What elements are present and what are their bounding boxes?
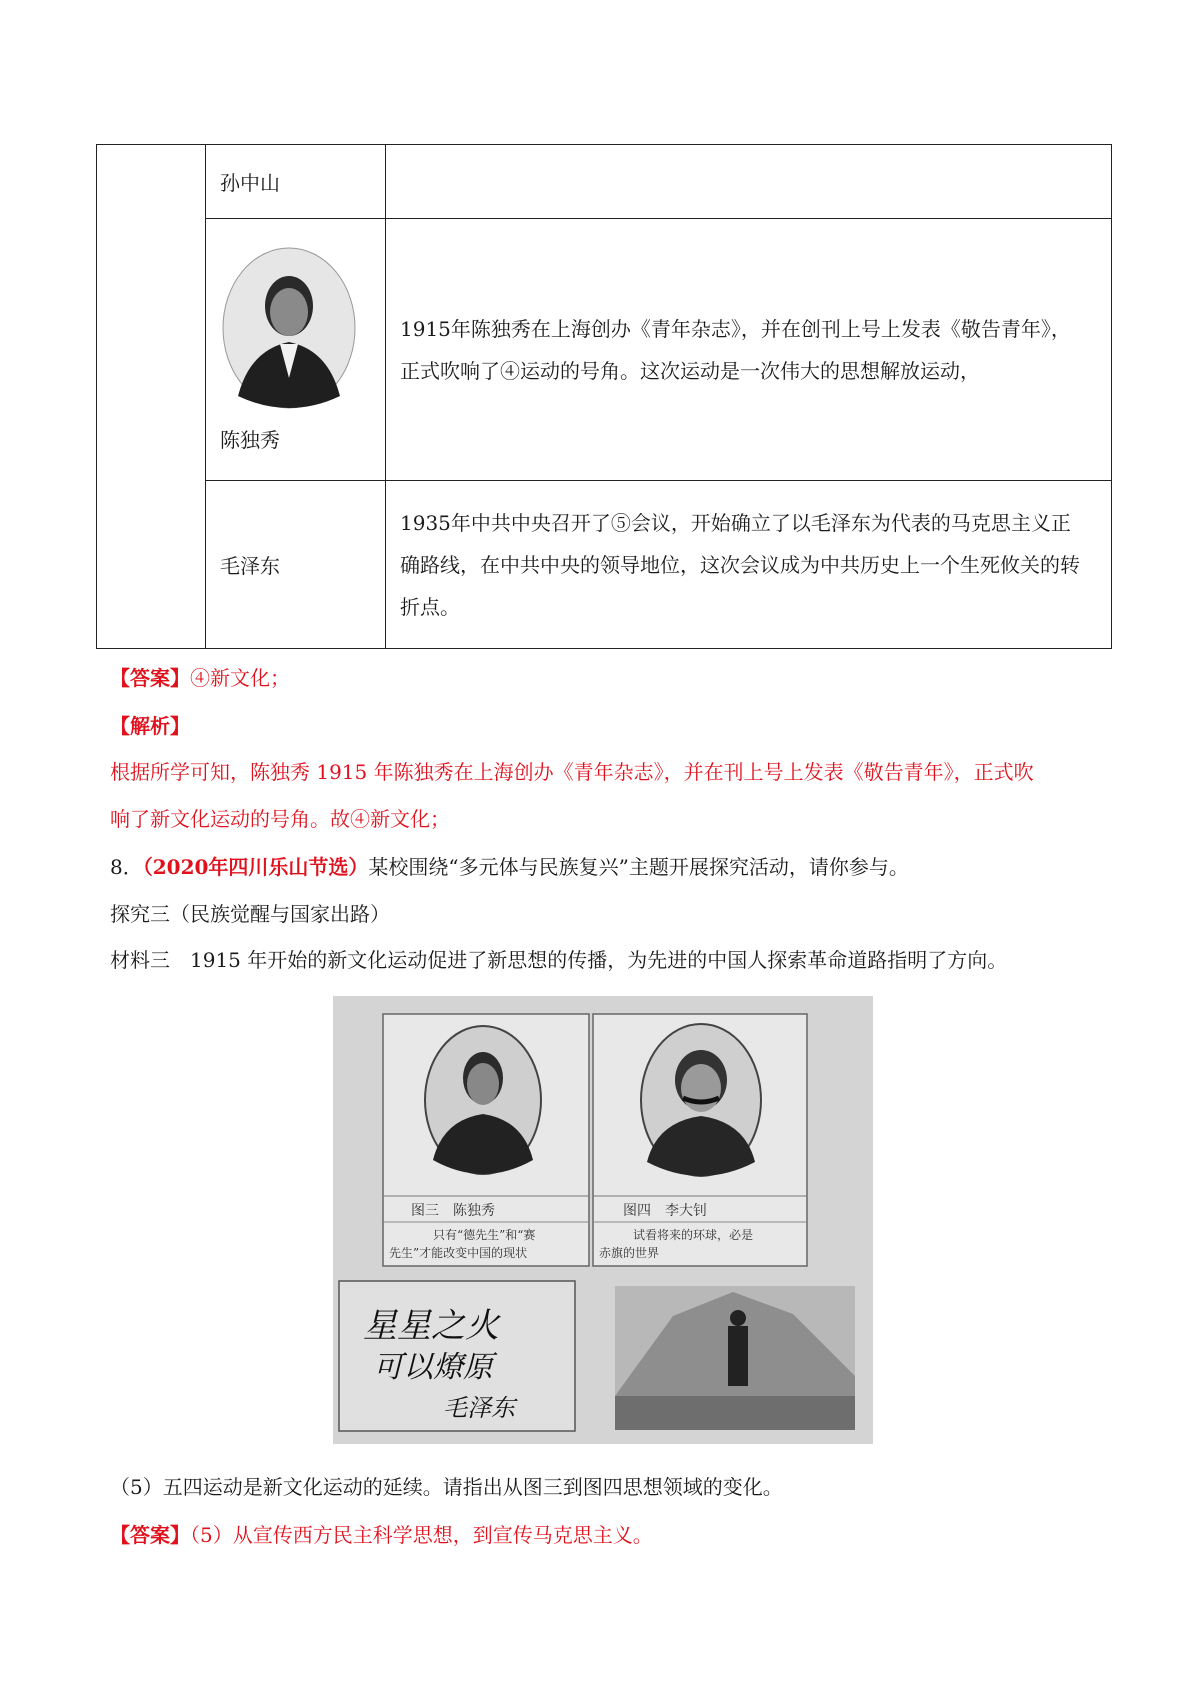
person-name: 陈独秀 [220,428,280,452]
description-cell [386,219,1112,481]
material-text: 材料三 1915 年开始的新文化运动促进了新思想的传播，为先进的中国人探索革命道路指明了方向。 [110,948,1008,972]
explore-heading: 探究三（民族觉醒与国家出路） [110,902,390,926]
fig3-quote: 先生”才能改变中国的现状 [389,1246,528,1260]
history-table [96,144,1112,649]
fig4-quote: 试看将来的环球，必是 [633,1228,754,1242]
person-name: 毛泽东 [220,554,280,578]
chen-duxiu-portrait [220,246,358,410]
question-source: （2020年四川乐山节选） [142,855,369,879]
analysis-line: 根据所学可知，陈独秀 1915 年陈独秀在上海创办《青年杂志》，并在刊上号上发表《敬告青年》，正式吹 [110,760,1034,784]
figure-photo [333,996,873,1444]
fig3-quote: 只有“德先生”和“赛 [433,1228,536,1242]
person-name-cell [206,219,386,481]
description-line: 1935年中共中央召开了⑤会议，开始确立了以毛泽东为代表的马克思主义正 [400,510,1071,535]
description-line: 正式吹响了④运动的号角。这次运动是一次伟大的思想解放运动， [400,358,980,383]
calligraphy-signature: 毛泽东 [443,1394,515,1422]
answer-text: （5）从宣传西方民主科学思想，到宣传马克思主义。 [190,1523,653,1547]
answer-5 [110,1519,653,1548]
description-cell [386,481,1112,649]
sub-question-5: （5）五四运动是新文化运动的延续。请指出从图三到图四思想领域的变化。 [110,1475,783,1499]
fig3-caption: 图三 陈独秀 [411,1203,495,1219]
analysis-tag: 【解析】 [110,714,190,738]
fig4-caption: 图四 李大钊 [623,1203,707,1219]
description-line: 折点。 [400,594,460,619]
answer-1 [110,662,290,691]
description-line: 1915年陈独秀在上海创办《青年杂志》，并在创刊上号上发表《敬告青年》， [400,316,1071,341]
answer-tag: 【答案】 [110,1523,190,1547]
description-cell [386,145,1112,219]
answer-text: ④新文化； [190,666,290,690]
person-name-cell [206,481,386,649]
question-8 [110,851,909,880]
question-number: 8． [110,855,143,879]
person-name: 孙中山 [220,171,280,195]
description-line: 确路线，在中共中央的领导地位，这次会议成为中共历史上一个生死攸关的转 [400,552,1080,577]
table-row [97,219,1112,481]
table-row [97,145,1112,219]
calligraphy-line: 星星之火 [363,1306,499,1346]
analysis-line: 响了新文化运动的号角。故④新文化； [110,807,450,831]
question-text: 某校围绕“多元体与民族复兴”主题开展探究活动，请你参与。 [368,855,909,879]
answer-tag: 【答案】 [110,666,190,690]
person-name-cell [206,145,386,219]
calligraphy-line: 可以燎原 [373,1350,493,1385]
fig4-quote: 赤旗的世界 [599,1246,660,1260]
blank-cell [97,145,206,649]
table-row [97,481,1112,649]
